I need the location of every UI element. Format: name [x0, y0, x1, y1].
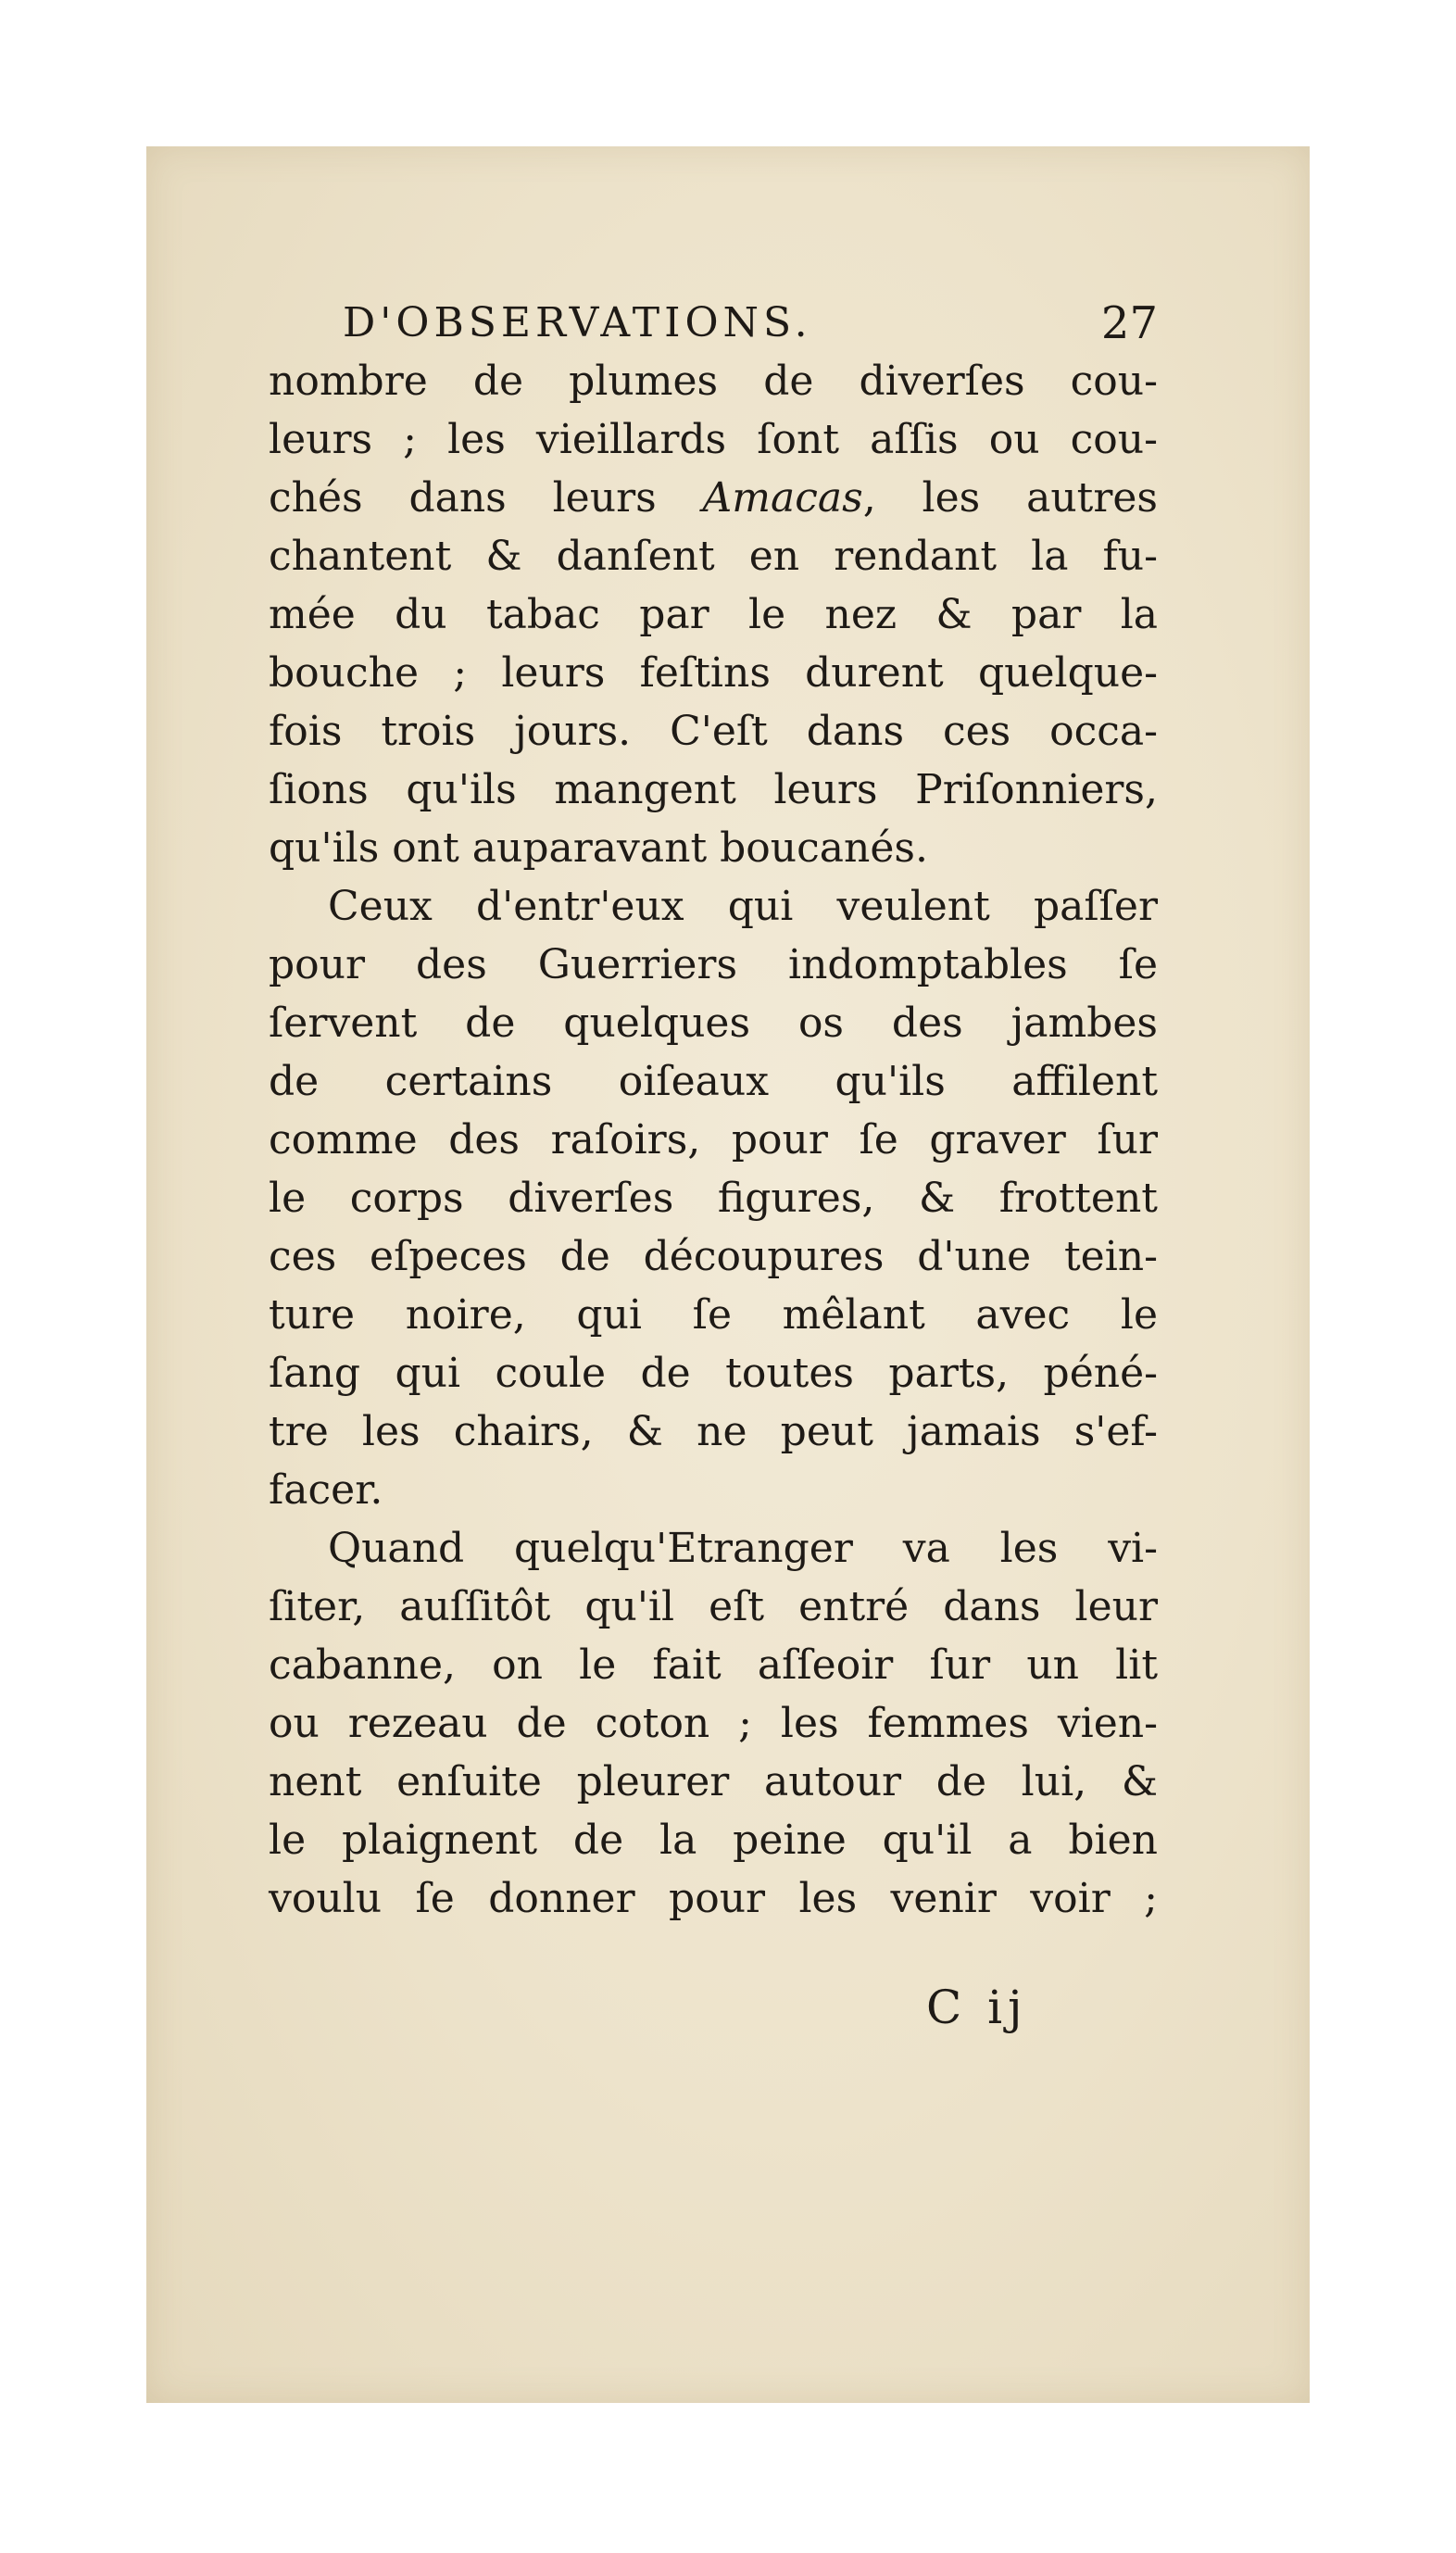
text-line-23: cabanne, on le fait aſſeoir ſur un lit [269, 1641, 1158, 1689]
text-line-10: Ceux d'entr'eux qui veulent paſſer [328, 883, 1158, 930]
text-line-25: nent enſuite pleurer autour de lui, & [269, 1758, 1158, 1805]
text-line-11: pour des Guerriers indomptables ſe [269, 941, 1158, 988]
page-header [269, 295, 1158, 352]
text-line-16: ces eſpeces de découpures d'une tein- [269, 1233, 1158, 1280]
signature-mark: C ij [926, 1981, 1028, 2034]
text-line-7: fois trois jours. C'eſt dans ces occa- [269, 708, 1158, 755]
text-line-6: bouche ; leurs feſtins durent quelque- [269, 649, 1158, 697]
text-line-24: ou rezeau de coton ; les femmes vien- [269, 1700, 1158, 1747]
text-line-20: facer. [269, 1466, 383, 1514]
running-head: D'OBSERVATIONS. [343, 299, 812, 346]
text-line-9: qu'ils ont auparavant boucanés. [269, 824, 928, 872]
text-line-27: voulu ſe donner pour les venir voir ; [269, 1875, 1158, 1922]
text-line-15: le corps diverſes figures, & frottent [269, 1175, 1158, 1222]
text-line-14: comme des raſoirs, pour ſe graver ſur [269, 1116, 1158, 1163]
text-line-3 [269, 469, 1158, 527]
text-line-17: ture noire, qui ſe mêlant avec le [269, 1291, 1158, 1339]
text-line-26: le plaignent de la peine qu'il a bien [269, 1817, 1158, 1864]
text-line-1: nombre de plumes de diverſes cou- [269, 358, 1158, 405]
text-line-5: mée du tabac par le nez & par la [269, 591, 1158, 638]
text-line-2: leurs ; les vieillards ſont aſſis ou cou- [269, 416, 1158, 463]
text-line-4: chantent & danſent en rendant la fu- [269, 533, 1158, 580]
text-line-3-end: , les autres [862, 474, 1158, 522]
text-line-13: de certains oiſeaux qu'ils affilent [269, 1058, 1158, 1105]
italic-word-amacas: Amacas [702, 474, 863, 522]
text-line-3-start: chés dans leurs [269, 474, 703, 522]
page-number: 27 [1100, 297, 1158, 349]
text-line-8: ſions qu'ils mangent leurs Priſonniers, [269, 766, 1158, 813]
text-line-18: ſang qui coule de toutes parts, péné- [269, 1350, 1158, 1397]
text-line-19: tre les chairs, & ne peut jamais s'ef- [269, 1408, 1158, 1455]
text-line-22: ſiter, auſſitôt qu'il eſt entré dans leur [269, 1583, 1158, 1630]
text-line-12: ſervent de quelques os des jambes [269, 1000, 1158, 1047]
text-line-21: Quand quelqu'Etranger va les vi- [328, 1525, 1158, 1572]
page-text-block [269, 295, 1158, 1928]
